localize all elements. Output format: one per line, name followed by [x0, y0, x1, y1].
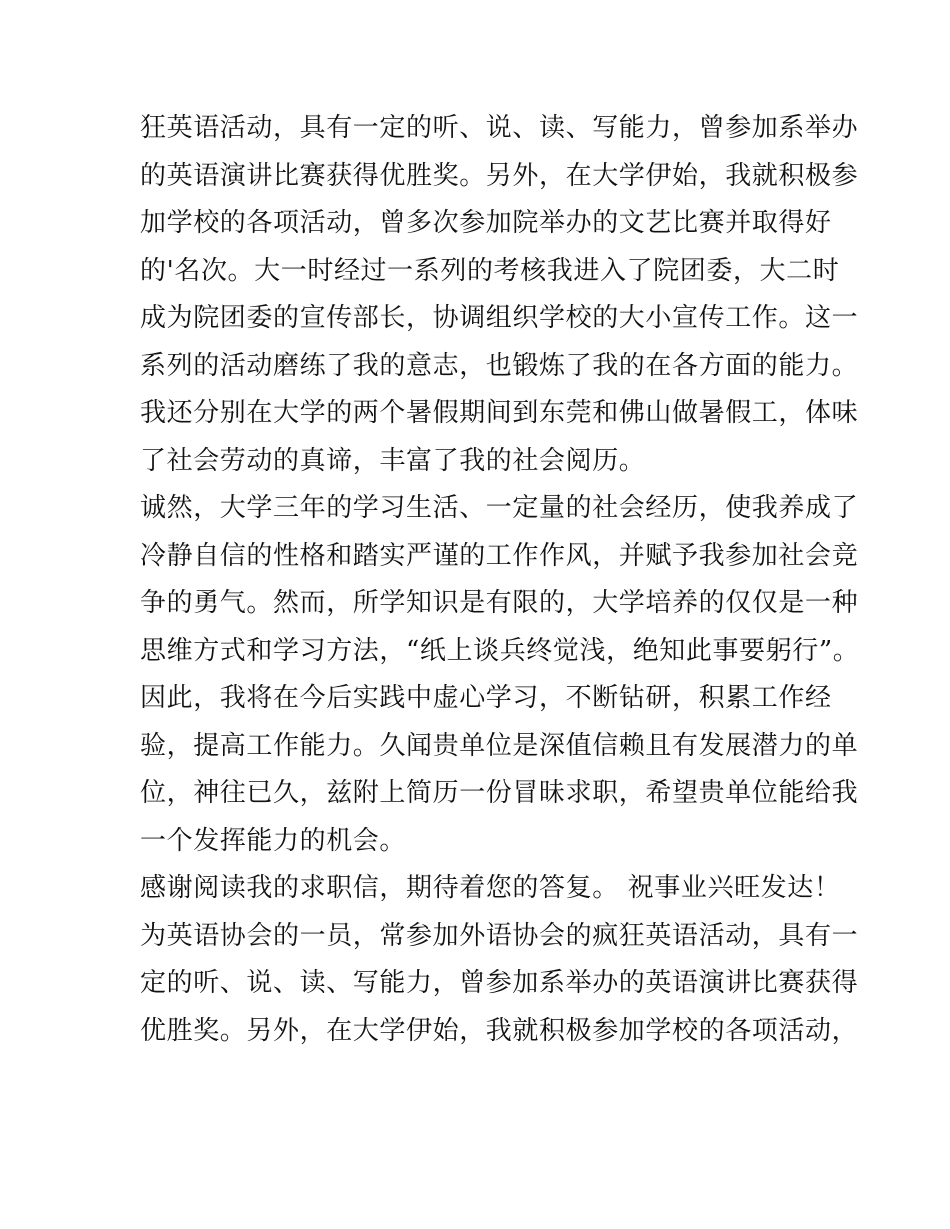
text-line: 感谢阅读我的求职信，期待着您的答复。 祝事业兴旺发达！ — [140, 873, 841, 903]
body-text — [140, 105, 860, 1055]
text-line: 的英语演讲比赛获得优胜奖。另外，在大学伊始，我就积极参 — [140, 160, 859, 191]
text-line: 定的听、说、读、写能力，曾参加系举办的英语演讲比赛获得 — [140, 968, 859, 998]
text-line: 加学校的各项活动，曾多次参加院举办的文艺比赛并取得好 — [140, 208, 832, 238]
text-line: 验，提高工作能力。久闻贵单位是深值信赖且有发展潜力的单 — [140, 730, 859, 761]
text-line: 的'名次。大一时经过一系列的考核我进入了院团委，大二时 — [140, 255, 840, 286]
text-line: 我还分别在大学的两个暑假期间到东莞和佛山做暑假工，体味 — [140, 398, 859, 428]
text-line: 位，神往已久，兹附上简历一份冒昧求职，希望贵单位能给我 — [140, 778, 859, 808]
text-line: 冷静自信的性格和踏实严谨的工作作风，并赋予我参加社会竞 — [140, 540, 859, 571]
text-line: 思维方式和学习方法，“纸上谈兵终觉浅，绝知此事要躬行”。 — [140, 635, 860, 666]
text-line: 因此，我将在今后实践中虚心学习，不断钻研，积累工作经 — [140, 683, 832, 713]
text-line: 争的勇气。然而，所学知识是有限的，大学培养的仅仅是一种 — [140, 588, 859, 618]
text-line: 成为院团委的宣传部长，协调组织学校的大小宣传工作。这一 — [140, 303, 859, 333]
text-line: 为英语协会的一员，常参加外语协会的疯狂英语活动，具有一 — [140, 920, 859, 951]
text-line: 诚然，大学三年的学习生活、一定量的社会经历，使我养成了 — [140, 493, 859, 523]
text-line: 狂英语活动，具有一定的听、说、读、写能力，曾参加系举办 — [140, 113, 859, 143]
text-line: 系列的活动磨练了我的意志，也锻炼了我的在各方面的能力。 — [140, 350, 859, 381]
text-line: 优胜奖。另外，在大学伊始，我就积极参加学校的各项活动， — [140, 1015, 859, 1046]
text-line: 了社会劳动的真谛，丰富了我的社会阅历。 — [140, 445, 646, 476]
text-line: 一个发挥能力的机会。 — [140, 825, 407, 856]
